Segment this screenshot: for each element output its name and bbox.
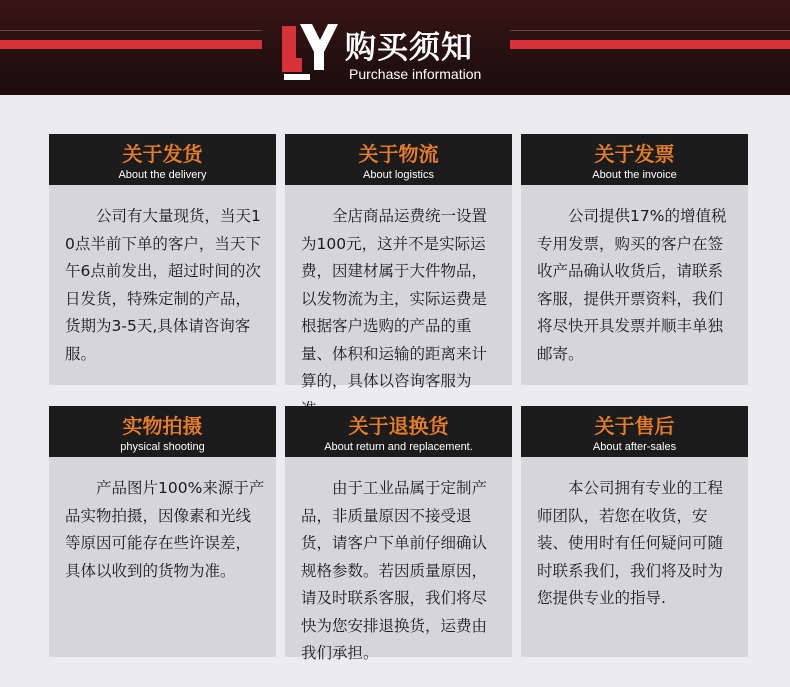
- header-line-left: [0, 30, 262, 31]
- card-title: 关于发票: [594, 142, 675, 166]
- card-subtitle: About the invoice: [592, 169, 677, 181]
- card-header: [49, 134, 276, 185]
- header-banner: [0, 0, 790, 95]
- card-body: 本公司拥有专业的工程师团队，若您在收货，安装、使用时有任何疑问可随时联系我们，我们将及时为您提供专业的指导.: [537, 479, 724, 607]
- card-returns: [285, 406, 512, 662]
- card-body: 由于工业品属于定制产品，非质量原因不接受退货，请客户下单前仔细确认规格参数。若因质量原因，请及时联系客服，我们将尽快为您安排退换货，运费由我们承担。: [301, 479, 488, 662]
- card-body: 公司有大量现货，当天10点半前下单的客户，当天下午6点前发出，超过时间的次日发货，特殊定制的产品，货期为3-5天,具体请咨询客服。: [65, 207, 261, 363]
- card-photography: [49, 406, 276, 657]
- brand-logo-icon: [280, 18, 338, 82]
- card-delivery: [49, 134, 276, 385]
- card-title: 关于物流: [358, 142, 439, 166]
- card-header: [49, 406, 276, 457]
- page-subtitle: Purchase information: [349, 66, 482, 82]
- card-title: 关于退换货: [348, 414, 449, 438]
- header-stripe-left: [0, 40, 262, 49]
- card-title: 关于发货: [122, 142, 203, 166]
- card-after-sales: [521, 406, 748, 657]
- card-invoice: [521, 134, 748, 385]
- card-header: [521, 134, 748, 185]
- card-subtitle: physical shooting: [120, 441, 205, 453]
- card-header: [521, 406, 748, 457]
- card-subtitle: About after-sales: [592, 441, 677, 453]
- card-header: [285, 406, 512, 457]
- card-body: 产品图片100%来源于产品实物拍摄，因像素和光线等原因可能存在些许误差，具体以收到的货物为准。: [65, 479, 265, 580]
- card-logistics: [285, 134, 512, 390]
- header-line-right: [510, 30, 790, 31]
- card-header: [285, 134, 512, 185]
- header-stripe-right: [510, 40, 790, 49]
- page-title: 购买须知: [345, 30, 473, 66]
- card-subtitle: About the delivery: [118, 169, 207, 181]
- card-subtitle: About return and replacement.: [324, 441, 473, 453]
- card-body: 公司提供17%的增值税专用发票，购买的客户在签收产品确认收货后，请联系客服，提供开票资料，我们将尽快开具发票并顺丰单独邮寄。: [537, 207, 727, 363]
- card-subtitle: About logistics: [363, 169, 434, 181]
- card-body: 全店商品运费统一设置为100元，这并不是实际运费，因建材属于大件物品，以发物流为主，实际运费是根据客户选购的产品的重量、体积和运输的距离来计算的，具体以咨询客服为: [301, 207, 488, 390]
- card-title: 关于售后: [594, 414, 675, 438]
- card-title: 实物拍摄: [122, 414, 203, 438]
